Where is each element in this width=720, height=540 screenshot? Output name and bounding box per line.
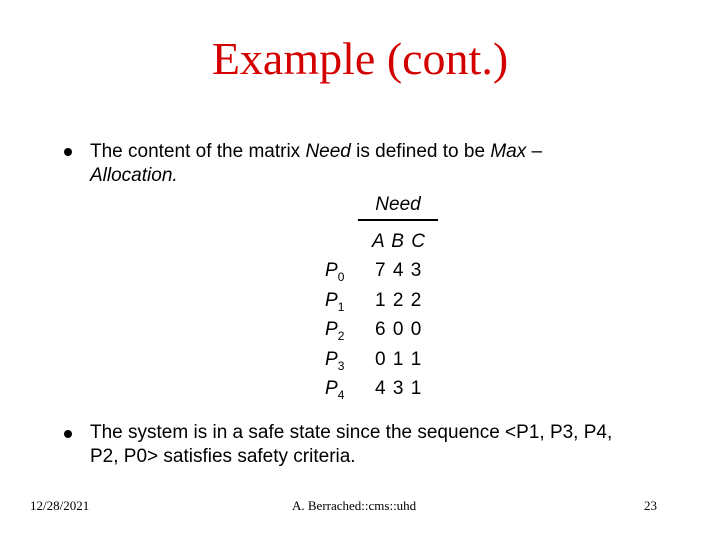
table-row: [325, 290, 421, 320]
bullet-dot: [64, 430, 72, 438]
bullet-dot: [64, 148, 72, 156]
need-values: 1 2 2: [375, 289, 422, 311]
footer-author: A. Berrached::cms::uhd: [292, 498, 417, 513]
bullet-safe-state: [90, 421, 670, 469]
bullet1-text: The content of the matrix: [90, 141, 306, 162]
process-name: $P_4$: [325, 378, 345, 402]
need-values: 6 0 0: [375, 319, 422, 340]
need-values: 4 3 1: [375, 378, 422, 399]
table-row: [325, 319, 421, 349]
process-name: $P_2$: [325, 319, 345, 343]
need-term: Need: [305, 141, 351, 162]
slide-number: 23: [644, 498, 657, 513]
process-name: $P_1$: [325, 289, 345, 314]
bullet2-line2: P2, P0> satisfies safety criteria.: [90, 446, 356, 467]
allocation-term: Allocation.: [90, 165, 178, 186]
need-table-header: Need: [375, 194, 421, 215]
bullet-need-definition: [90, 140, 670, 188]
minus-sign: –: [526, 141, 543, 162]
need-column-labels: A B C: [372, 231, 425, 252]
bullet2-line1: The system is in a safe state since the sequence <P1, P3, P4,: [90, 422, 613, 443]
table-row: [325, 378, 421, 408]
table-row: [325, 349, 421, 379]
process-name: $P_0$: [325, 260, 345, 284]
max-term: Max: [490, 141, 527, 162]
need-table-rows: [325, 260, 421, 408]
footer-date: 12/28/2021: [30, 498, 90, 513]
need-header-rule: [358, 219, 438, 221]
need-values: 0 1 1: [375, 348, 422, 370]
slide-title: Example (cont.): [211, 33, 509, 84]
process-name: $P_3$: [325, 348, 345, 373]
need-values: 7 4 3: [375, 260, 422, 281]
bullet1-text-2: is defined to be: [350, 141, 491, 162]
table-row: [325, 260, 421, 290]
